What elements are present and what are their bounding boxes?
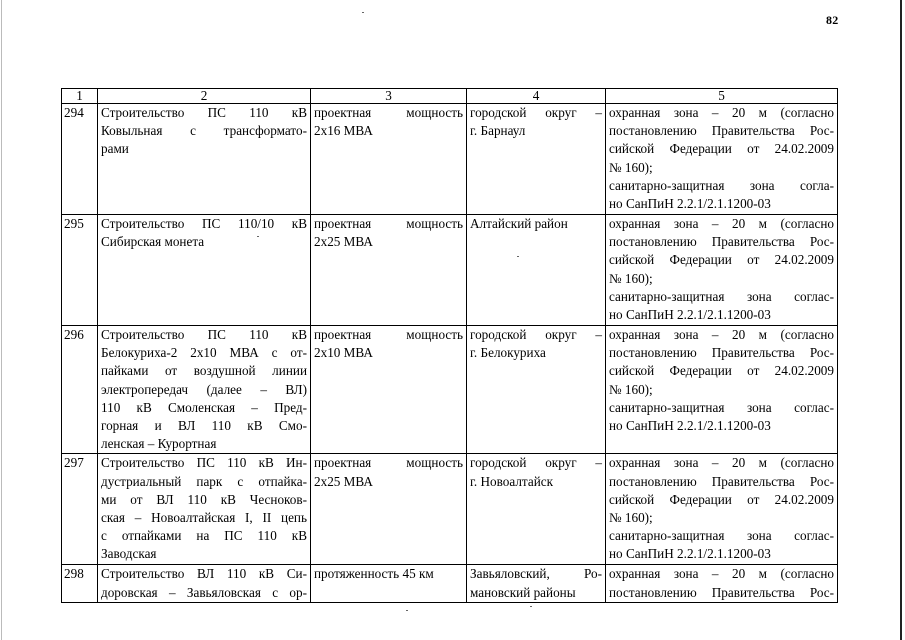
object-name-line: доровская – Завьяловская с ор-: [101, 584, 307, 600]
zone-line: сийской Федерации от 24.02.2009: [609, 491, 834, 507]
zone-line: санитарно-защитная зона соглас-: [609, 288, 834, 304]
zone-line: санитарно-защитная зона соглас-: [609, 528, 834, 544]
location-line: городской округ –: [470, 105, 602, 120]
object-name-line: 110 кВ Смоленская – Пред-: [101, 399, 307, 415]
object-name-line: дустриальный парк с отпайка-: [101, 473, 307, 489]
object-name-cell: [98, 454, 311, 565]
scan-speck: [257, 236, 259, 237]
object-name-line: Сибирская монета: [101, 234, 205, 250]
parameters-cell: [311, 326, 467, 454]
table-header-row: [62, 89, 838, 104]
object-name-line: горная и ВЛ 110 кВ Смо-: [101, 418, 307, 434]
row-number: 298: [62, 565, 98, 602]
location-line: мановский районы: [470, 584, 576, 600]
object-name-line: рами: [101, 141, 129, 157]
parameters-cell: [311, 104, 467, 215]
object-name-line: Строительство ПС 110 кВ: [101, 105, 307, 120]
location-cell: [467, 454, 606, 565]
object-name-line: Строительство ВЛ 110 кВ Си-: [101, 566, 307, 582]
zone-line: постановлению Правительства Рос-: [609, 345, 834, 361]
row-number: 296: [62, 326, 98, 454]
zone-line: № 160);: [609, 510, 653, 526]
object-name-line: Ковыльная с трансформато-: [101, 123, 307, 139]
object-name-line: ская – Новоалтайская I, II цепь: [101, 510, 307, 526]
location-cell: [467, 565, 606, 602]
parameters-cell: [311, 565, 467, 602]
object-name-cell: [98, 565, 311, 602]
zone-line: постановлению Правительства Рос-: [609, 123, 834, 139]
object-name-line: Строительство ПС 110 кВ: [101, 327, 307, 342]
table-row: [62, 215, 838, 326]
location-cell: [467, 104, 606, 215]
page-edge-left: [1, 0, 2, 640]
zone-cell: [606, 215, 838, 326]
object-name-cell: [98, 215, 311, 326]
zone-line: санитарно-защитная зона соглас-: [609, 399, 834, 415]
location-line: городской округ –: [470, 327, 602, 342]
scan-speck: [517, 256, 519, 257]
table-row: [62, 454, 838, 565]
zone-line: но СанПиН 2.2.1/2.1.1200-03: [609, 418, 771, 434]
table-row: [62, 326, 838, 454]
location-line: г. Барнаул: [470, 123, 526, 139]
zone-line: постановлению Правительства Рос-: [609, 584, 834, 600]
zone-line: но СанПиН 2.2.1/2.1.1200-03: [609, 546, 771, 562]
planning-table: [61, 88, 838, 603]
header-cell-1: 1: [62, 89, 98, 104]
object-name-line: с отпайками на ПС 110 кВ: [101, 528, 307, 544]
object-name-line: Белокуриха-2 2х10 МВА с от-: [101, 345, 307, 361]
zone-line: охранная зона – 20 м (согласно: [609, 455, 834, 471]
object-name-line: Строительство ПС 110/10 кВ: [101, 216, 307, 231]
scan-speck: [530, 606, 532, 607]
location-line: г. Белокуриха: [470, 345, 546, 361]
object-name-line: электропередач (далее – ВЛ): [101, 381, 307, 397]
location-line: Алтайский район: [470, 216, 568, 231]
object-name-line: пайками от воздушной линии: [101, 363, 307, 379]
parameters-line: 2х25 МВА: [314, 234, 373, 250]
object-name-line: Строительство ПС 110 кВ Ин-: [101, 455, 307, 471]
location-cell: [467, 326, 606, 454]
zone-cell: [606, 454, 838, 565]
parameters-line: 2х25 МВА: [314, 473, 373, 489]
row-number: 297: [62, 454, 98, 565]
parameters-line: проектная мощность: [314, 455, 463, 471]
zone-line: охранная зона – 20 м (согласно: [609, 105, 834, 120]
zone-line: сийской Федерации от 24.02.2009: [609, 141, 834, 157]
zone-line: сийской Федерации от 24.02.2009: [609, 252, 834, 268]
zone-line: постановлению Правительства Рос-: [609, 473, 834, 489]
zone-line: но СанПиН 2.2.1/2.1.1200-03: [609, 307, 771, 323]
zone-cell: [606, 565, 838, 602]
object-name-line: Заводская: [101, 546, 157, 562]
page-number: 82: [826, 13, 839, 27]
scan-speck: [362, 12, 364, 13]
zone-line: постановлению Правительства Рос-: [609, 234, 834, 250]
zone-line: но СанПиН 2.2.1/2.1.1200-03: [609, 196, 771, 212]
header-cell-3: 3: [311, 89, 467, 104]
parameters-line: проектная мощность: [314, 216, 463, 231]
table-row: [62, 565, 838, 602]
header-cell-4: 4: [467, 89, 606, 104]
zone-line: санитарно-защитная зона согла-: [609, 177, 834, 193]
zone-line: сийской Федерации от 24.02.2009: [609, 363, 834, 379]
object-name-line: ми от ВЛ 110 кВ Чесноков-: [101, 491, 307, 507]
parameters-line: 2х16 МВА: [314, 123, 373, 139]
scan-speck: [406, 610, 408, 611]
zone-line: охранная зона – 20 м (согласно: [609, 327, 834, 342]
zone-line: № 160);: [609, 381, 653, 397]
parameters-line: 2х10 МВА: [314, 345, 373, 361]
location-cell: [467, 215, 606, 326]
object-name-line: ленская – Курортная: [101, 436, 217, 452]
location-line: г. Новоалтайск: [470, 473, 554, 489]
parameters-line: протяженность 45 км: [314, 566, 434, 582]
header-cell-2: 2: [98, 89, 311, 104]
zone-line: охранная зона – 20 м (согласно: [609, 216, 834, 231]
table-row: [62, 104, 838, 215]
zone-line: № 160);: [609, 159, 653, 175]
row-number: 294: [62, 104, 98, 215]
location-line: городской округ –: [470, 455, 602, 471]
page-edge-right: [900, 0, 902, 640]
parameters-cell: [311, 215, 467, 326]
zone-line: № 160);: [609, 270, 653, 286]
zone-cell: [606, 326, 838, 454]
header-cell-5: 5: [606, 89, 838, 104]
row-number: 295: [62, 215, 98, 326]
parameters-line: проектная мощность: [314, 105, 463, 120]
zone-line: охранная зона – 20 м (согласно: [609, 566, 834, 582]
parameters-cell: [311, 454, 467, 565]
object-name-cell: [98, 326, 311, 454]
zone-cell: [606, 104, 838, 215]
object-name-cell: [98, 104, 311, 215]
parameters-line: проектная мощность: [314, 327, 463, 342]
location-line: Завьяловский, Ро-: [470, 566, 602, 582]
